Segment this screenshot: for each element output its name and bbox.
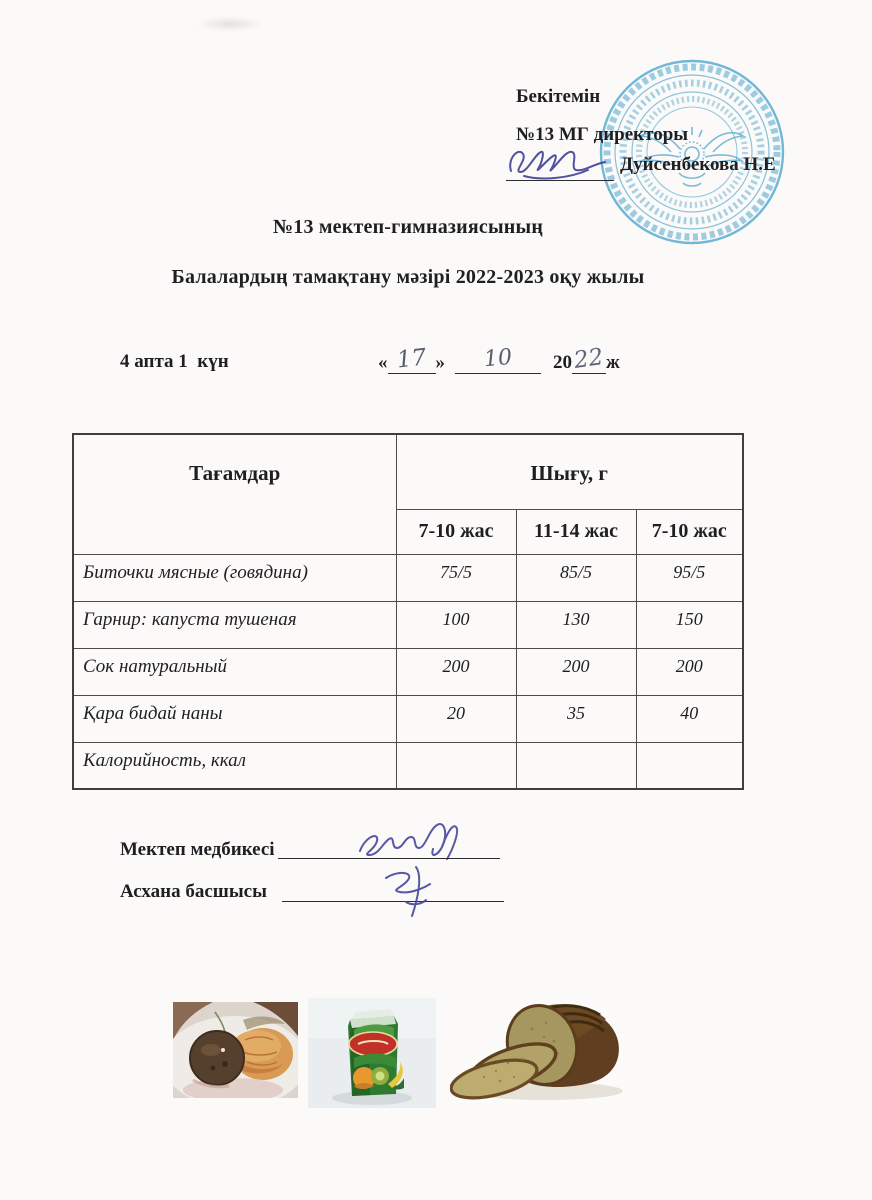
dish-name: Биточки мясные (говядина) — [73, 554, 396, 601]
month-blank — [455, 346, 541, 374]
age-column-1: 7-10 жас — [396, 509, 516, 554]
scan-smudge — [195, 16, 265, 32]
canteen-head-signature — [372, 862, 452, 918]
dish-name: Калорийность, ккал — [73, 742, 396, 789]
nurse-label: Мектеп медбикесі — [120, 839, 275, 860]
dish-name: Сок натуральный — [73, 648, 396, 695]
portion-value: 200 — [636, 648, 743, 695]
table-row — [73, 648, 743, 695]
photo-meat-patty-with-cabbage — [173, 1002, 298, 1098]
age-column-3: 7-10 жас — [636, 509, 743, 554]
open-quote: « — [378, 352, 388, 373]
menu-table — [72, 433, 744, 790]
portion-value: 20 — [396, 695, 516, 742]
portion-value: 35 — [516, 695, 636, 742]
school-title: №13 мектеп-гимназиясының — [272, 216, 544, 238]
age-column-2: 11-14 жас — [516, 509, 636, 554]
portion-value: 200 — [396, 648, 516, 695]
nurse-signature-line — [278, 858, 500, 859]
approval-word: Бекітемін — [516, 86, 601, 107]
handwritten-month: 10 — [482, 344, 514, 373]
menu-year-title: Балалардың тамақтану мәзірі 2022-2023 оқу жылы — [171, 266, 645, 288]
column-header-dishes: Тағамдар — [73, 434, 396, 554]
table-row — [73, 601, 743, 648]
year-blank — [572, 346, 606, 374]
dish-name: Гарнир: капуста тушеная — [73, 601, 396, 648]
portion-value — [636, 742, 743, 789]
portion-value: 130 — [516, 601, 636, 648]
date-fill-in — [378, 346, 620, 374]
director-name: Дуйсенбекова Н.Е — [620, 154, 776, 175]
portion-value: 150 — [636, 601, 743, 648]
year-prefix: 20 — [553, 352, 572, 373]
portion-value: 40 — [636, 695, 743, 742]
portion-value: 75/5 — [396, 554, 516, 601]
portion-value: 100 — [396, 601, 516, 648]
document-title-block — [0, 216, 816, 289]
approval-director-title: №13 МГ директоры — [516, 124, 689, 145]
photo-juice-box — [308, 998, 436, 1108]
day-blank — [388, 346, 436, 374]
canteen-head-label: Асхана басшысы — [120, 881, 267, 902]
portion-value: 200 — [516, 648, 636, 695]
portion-value: 95/5 — [636, 554, 743, 601]
handwritten-year: 22 — [572, 344, 606, 374]
nurse-signature — [352, 818, 472, 862]
dish-name: Қара бидай наны — [73, 695, 396, 742]
column-header-output: Шығу, г — [396, 434, 743, 509]
portion-value — [516, 742, 636, 789]
close-quote: » — [435, 352, 445, 373]
director-signature — [504, 141, 618, 183]
portion-value — [396, 742, 516, 789]
table-row — [73, 742, 743, 789]
table-row — [73, 554, 743, 601]
week-day-label: 4 апта 1 күн — [120, 351, 229, 372]
handwritten-day: 17 — [395, 344, 428, 374]
year-letter: ж — [606, 352, 620, 373]
photo-rye-bread — [450, 993, 630, 1103]
table-row — [73, 695, 743, 742]
portion-value: 85/5 — [516, 554, 636, 601]
